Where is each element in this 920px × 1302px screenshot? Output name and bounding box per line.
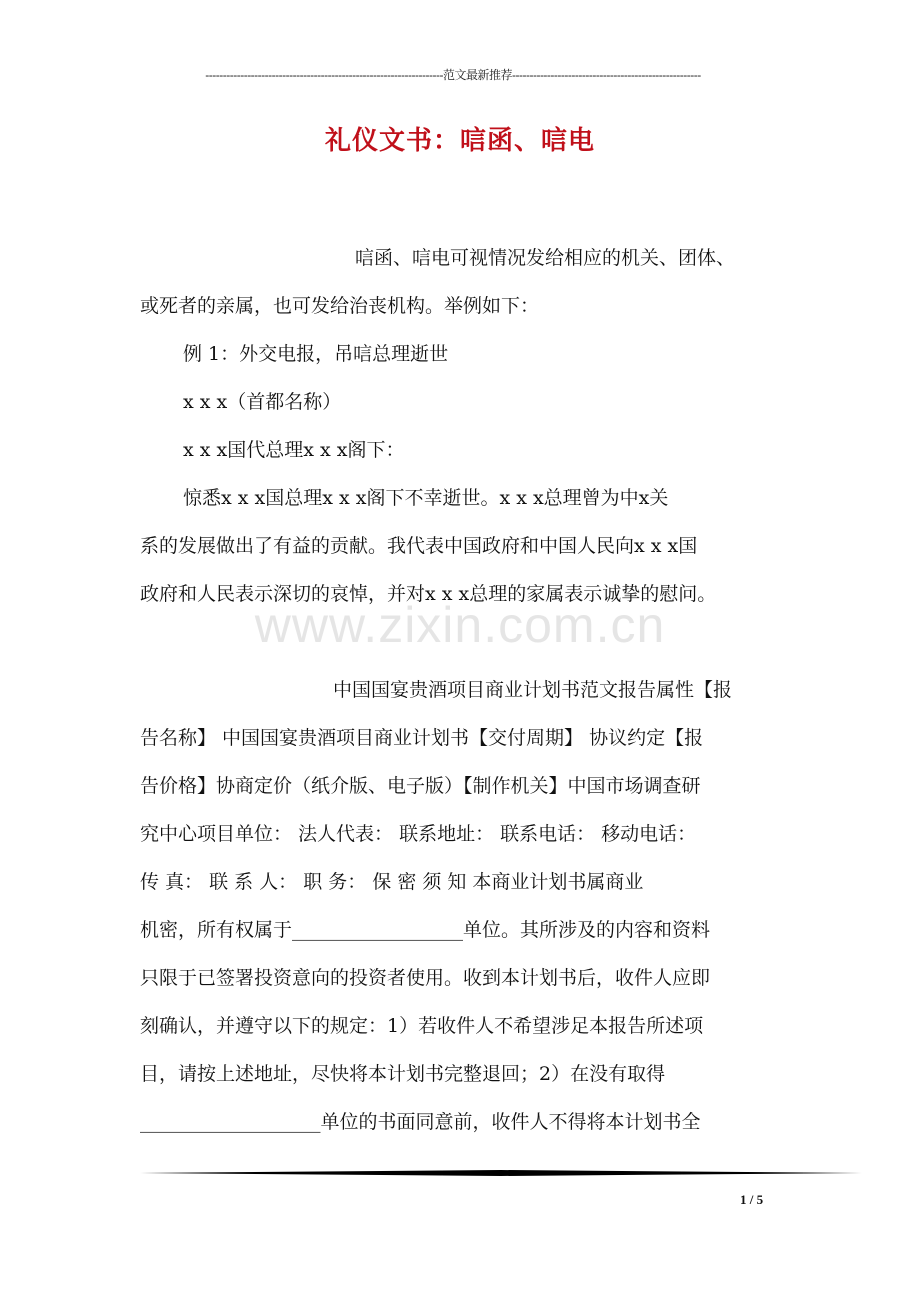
- report-line: 告名称】 中国国宴贵酒项目商业计划书【交付周期】 协议约定【报: [140, 727, 704, 749]
- intro-line-2: 或死者的亲属，也可发给治丧机构。举例如下：: [140, 295, 540, 317]
- telegram-body-line-1: 惊悉x x x国总理x x x阁下不幸逝世。x x x总理曾为中x关: [183, 487, 669, 509]
- header-banner: --------------------------------------------------------------------范文最新推荐------------------------------------------------------: [205, 68, 701, 82]
- addressee-capital: x x x（首都名称）: [183, 391, 342, 413]
- telegram-body-line-3: 政府和人民表示深切的哀悼，并对x x x总理的家属表示诚挚的慰问。: [140, 583, 717, 605]
- intro-line-1: 唁函、唁电可视情况发给相应的机关、团体、: [355, 247, 736, 269]
- page-title: 礼仪文书：唁函、唁电: [324, 126, 595, 156]
- addressee-premier: x x x国代总理x x x阁下：: [183, 439, 405, 461]
- report-line: 中国国宴贵酒项目商业计划书范文报告属性【报: [333, 679, 733, 701]
- document-body: [140, 234, 790, 618]
- report-line: 刻确认，并遵守以下的规定：1）若收件人不希望涉足本报告所述项: [140, 1015, 704, 1037]
- footer-divider: [140, 1170, 862, 1176]
- report-line: 目，请按上述地址，尽快将本计划书完整退回；2）在没有取得: [140, 1063, 666, 1085]
- report-line: ___________________单位的书面同意前，收件人不得将本计划书全: [140, 1111, 701, 1133]
- report-line: 只限于已签署投资意向的投资者使用。收到本计划书后，收件人应即: [140, 967, 711, 989]
- watermark: www.zixin.com.cn: [254, 597, 666, 653]
- report-line: 究中心项目单位： 法人代表： 联系地址： 联系电话： 移动电话：: [140, 823, 697, 845]
- telegram-body-line-2: 系的发展做出了有益的贡献。我代表中国政府和中国人民向x x x国: [140, 535, 698, 557]
- example-title: 例 1：外交电报，吊唁总理逝世: [183, 343, 449, 365]
- report-line: 传 真： 联 系 人： 职 务： 保 密 须 知 本商业计划书属商业: [140, 871, 644, 893]
- report-section: [140, 666, 790, 1146]
- page-number: 1 / 5: [740, 1192, 764, 1207]
- report-line: 告价格】协商定价（纸介版、电子版）【制作机关】中国市场调查研: [140, 775, 701, 797]
- report-line: 机密，所有权属于__________________单位。其所涉及的内容和资料: [140, 919, 711, 941]
